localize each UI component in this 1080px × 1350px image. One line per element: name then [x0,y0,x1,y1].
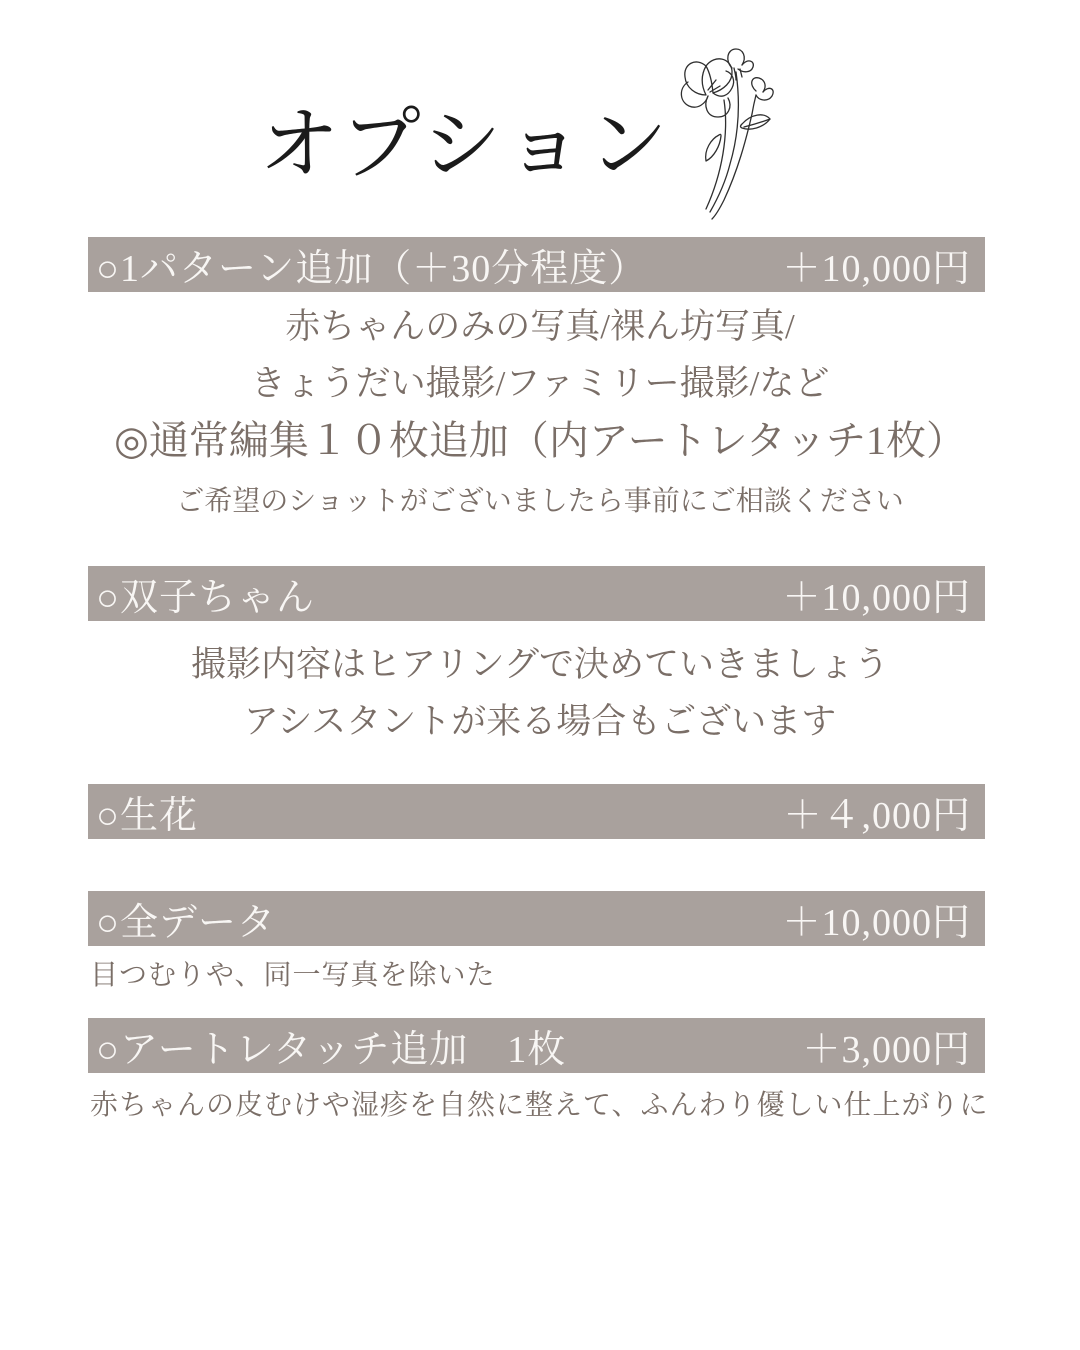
option-price: ＋10,000円 [782,248,971,290]
option-price: ＋10,000円 [782,902,971,944]
option-label: ○全データ [96,902,276,944]
option-bar-pattern-add [88,237,985,292]
option-detail-line: 赤ちゃんのみの写真/裸ん坊写真/ [285,307,795,346]
option-price: ＋10,000円 [782,577,971,619]
option-bar-all-data [88,891,985,946]
option-subheading: ◎通常編集１０枚追加（内アートレタッチ1枚） [113,418,967,463]
option-label: ○アートレタッチ追加 1枚 [96,1029,567,1071]
option-bar-fresh-flowers [88,784,985,839]
header [0,38,1080,228]
option-price: ＋４,000円 [783,795,971,837]
option-label: ○1パターン追加（＋30分程度） [96,248,648,290]
option-label: ○双子ちゃん [96,577,315,619]
option-note: ご希望のショットがございましたら事前にご相談ください [176,486,904,517]
option-detail-line: きょうだい撮影/ファミリー撮影/など [250,364,830,403]
flower-line-art-icon [666,38,821,223]
page-title: オプション [259,102,672,190]
option-detail-line: 撮影内容はヒアリングで決めていきましょう [191,645,889,684]
option-note: 目つむりや、同一写真を除いた [90,960,496,991]
option-note: 赤ちゃんの皮むけや湿疹を自然に整えて、ふんわり優しい仕上がりに [90,1090,989,1121]
option-detail-line: アシスタントが来る場合もございます [243,702,837,741]
option-label: ○生花 [96,795,198,837]
option-price: ＋3,000円 [802,1029,971,1071]
option-bar-twins [88,566,985,621]
option-bar-art-retouch [88,1018,985,1073]
